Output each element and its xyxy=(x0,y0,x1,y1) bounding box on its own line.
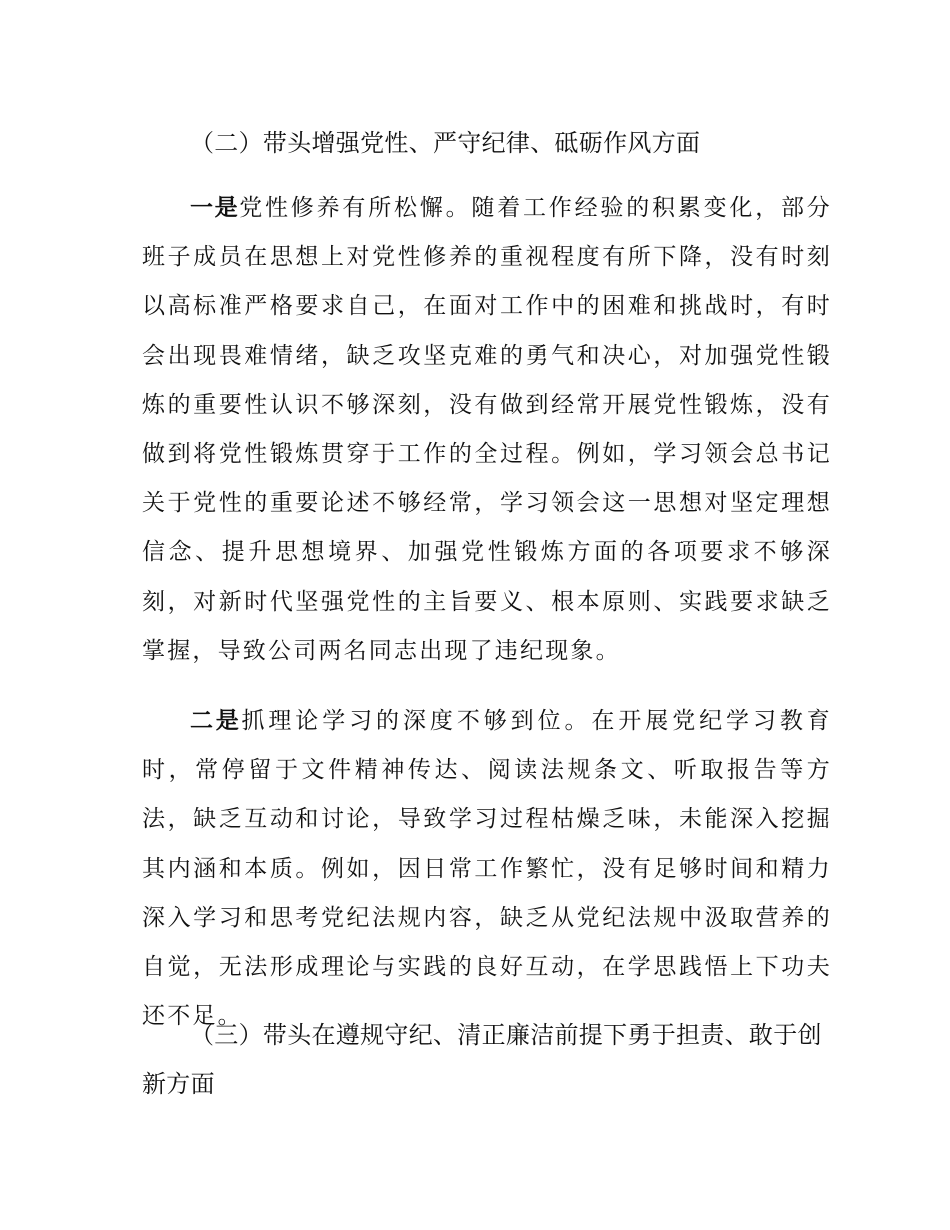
paragraph-item-1 xyxy=(142,184,832,676)
item-1-text: 党性修养有所松懈。随着工作经验的积累变化，部分班子成员在思想上对党性修养的重视程度有所下降，没有时刻以高标准严格要求自己，在面对工作中的困难和挑战时，有时会出现畏难情绪，缺乏攻坚克难的勇气和决心，对加强党性锻炼的重要性认识不够深刻，没有做到经常开展党性锻炼，没有做到将党性锻炼贯穿于工作的全过程。例如，学习领会总书记关于党性的重要论述不够经常，学习领会这一思想对坚定理想信念、提升思想境界、加强党性锻炼方面的各项要求不够深刻，对新时代坚强党性的主旨要义、根本原则、实践要求缺乏掌握，导致公司两名同志出现了违纪现象。 xyxy=(142,195,832,664)
section-2-heading: （二）带头增强党性、严守纪律、砥砺作风方面 xyxy=(190,129,701,157)
item-1-lead: 一是 xyxy=(190,195,240,221)
item-2-lead: 二是 xyxy=(190,708,242,734)
item-2-text: 抓理论学习的深度不够到位。在开展党纪学习教育时，常停留于文件精神传达、阅读法规条文、听取报告等方法，缺乏互动和讨论，导致学习过程枯燥乏味，未能深入挖掘其内涵和本质。例如，因日常工作繁忙，没有足够时间和精力深入学习和思考党纪法规内容，缺乏从党纪法规中汲取营养的自觉，无法形成理论与实践的良好互动，在学思践悟上下功夫还不足。 xyxy=(142,708,833,1030)
paragraph-item-2 xyxy=(142,697,832,1041)
section-3-heading: （三）带头在遵规守纪、清正廉洁前提下勇于担责、敢于创新方面 xyxy=(142,1021,822,1098)
